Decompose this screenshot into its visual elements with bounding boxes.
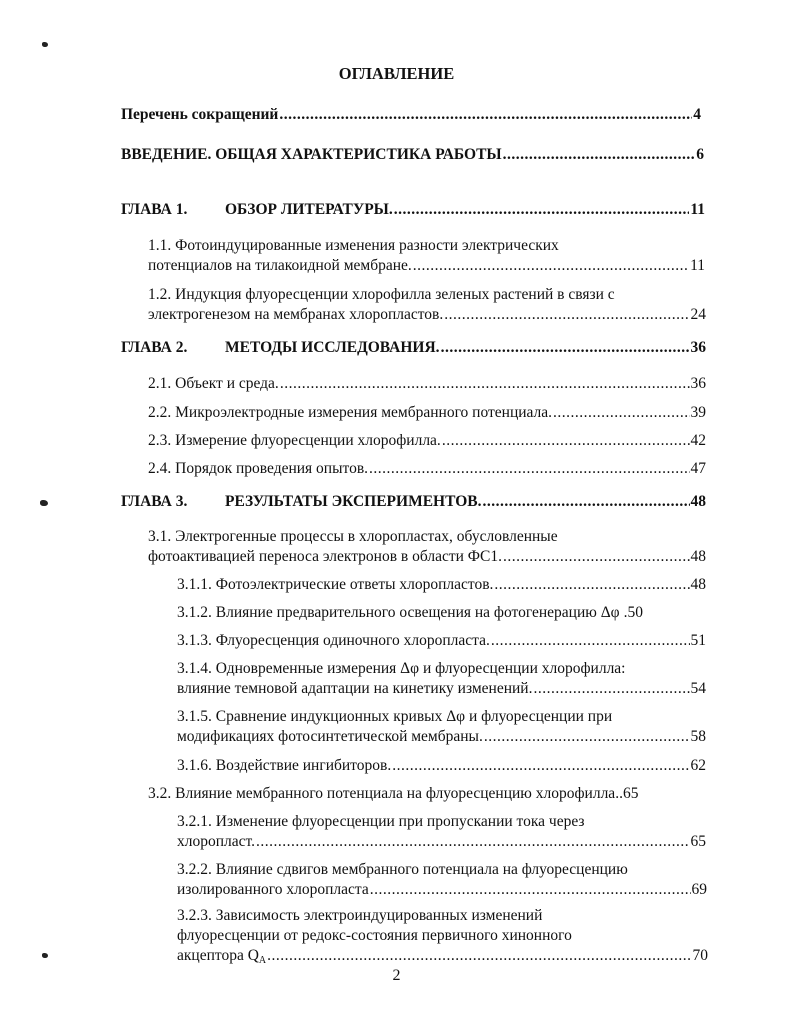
dot-leader [370,880,691,900]
toc-entry-text: 3.1. Электрогенные процессы в хлоропластах, обусловленные [148,528,558,545]
toc-section-2-2[interactable] [148,403,706,423]
toc-section-3-1-4-line1[interactable] [177,659,707,679]
toc-entry-introduction[interactable] [121,145,704,165]
toc-section-3-2-1-line1[interactable] [177,812,707,832]
toc-section-3-1-3[interactable] [177,631,706,651]
dot-leader [267,946,691,966]
toc-page-number: 62 [690,757,706,774]
subscript: A [258,955,267,966]
toc-page-number: 48 [690,548,706,565]
toc-section-3-2-2-line1[interactable] [177,860,707,880]
toc-page-number: 11 [690,201,705,218]
toc-entry-text: потенциалов на тилакоидной мембране. [148,257,412,274]
toc-section-3-2-3-line2[interactable] [177,926,707,946]
toc-page-number: 69 [691,881,707,898]
chapter-title: РЕЗУЛЬТАТЫ ЭКСПЕРИМЕНТОВ. [225,493,482,510]
toc-section-3-2[interactable] [148,784,708,804]
toc-section-3-1[interactable] [148,547,706,567]
toc-section-3-2-1[interactable] [177,832,706,852]
toc-page-number: 4 [693,106,701,123]
dot-leader [491,631,690,651]
toc-chapter-1[interactable] [121,200,705,220]
scan-speck [42,42,48,47]
toc-page-number: 47 [690,460,706,477]
chapter-title: МЕТОДЫ ИССЛЕДОВАНИЯ. [225,339,440,356]
toc-section-1-1[interactable] [148,256,705,276]
toc-page-number: 51 [690,632,706,649]
toc-entry-text: 3.1.6. Воздействие ингибиторов. [177,757,392,774]
dot-leader [369,459,689,479]
toc-entry-text: 2.1. Объект и среда. [148,375,279,392]
toc-entry-text: 3.2.1. Изменение флуоресценции при пропускании тока через [177,813,585,830]
toc-section-3-1-6[interactable] [177,756,706,776]
dot-leader [503,547,690,567]
toc-page-number: 6 [696,146,704,163]
toc-section-2-3[interactable] [148,431,706,451]
toc-entry-text: ВВЕДЕНИЕ. ОБЩАЯ ХАРАКТЕРИСТИКА РАБОТЫ [121,146,502,163]
toc-chapter-2[interactable] [121,338,706,358]
toc-entry-text: влияние темновой адаптации на кинетику изменений. [177,680,533,697]
dot-leader [256,832,689,852]
toc-entry-text: флуоресценции от редокс-состояния первичного хинонного [177,927,572,944]
scan-speck [40,500,48,506]
toc-section-3-2-2[interactable] [177,880,707,900]
toc-entry-text: хлоропласт. [177,833,256,850]
toc-page-number: 58 [690,728,706,745]
toc-entry-text: 3.1.5. Сравнение индукционных кривых Δφ и флуоресценции при [177,708,613,725]
toc-section-3-1-5-line1[interactable] [177,707,707,727]
toc-section-1-1-line1[interactable] [148,236,708,256]
dot-leader [441,338,690,358]
toc-section-3-1-4[interactable] [177,679,706,699]
toc-section-3-2-3-line1[interactable] [177,906,707,926]
dot-leader [413,256,689,276]
toc-section-2-4[interactable] [148,459,706,479]
toc-entry-text: 2.3. Измерение флуоресценции хлорофилла. [148,432,441,449]
toc-page-number: 24 [690,306,706,323]
toc-entry-abbreviations[interactable] [121,105,701,125]
dot-leader [494,575,689,595]
dot-leader [444,305,689,325]
toc-entry-text: модификациях фотосинтетической мембраны. [177,728,483,745]
toc-entry-text: 3.2.2. Влияние сдвигов мембранного потенциала на флуоресценцию [177,861,628,878]
toc-entry-text: 3.2.3. Зависимость электроиндуцированных изменений [177,907,543,924]
toc-section-3-1-5[interactable] [177,727,706,747]
dot-leader [553,403,689,423]
dot-leader [533,679,689,699]
dot-leader [483,492,690,512]
toc-chapter-3[interactable] [121,492,706,512]
toc-entry-text: изолированного хлоропласта [177,881,369,898]
toc-page-number: 11 [690,257,705,274]
toc-entry-text: 3.1.4. Одновременные измерения Δφ и флуоресценции хлорофилла: [177,660,626,677]
chapter-number: ГЛАВА 1. [121,201,188,218]
toc-page-number: .50 [623,604,643,621]
toc-entry-text: акцептора Q [177,947,259,964]
dot-leader [279,105,692,125]
dot-leader [394,200,690,220]
toc-entry-text: 2.2. Микроэлектродные измерения мембранного потенциала. [148,404,553,421]
toc-entry-text: 3.1.2. Влияние предварительного освещения на фотогенерацию Δφ [177,604,620,621]
toc-section-1-2[interactable] [148,305,706,325]
dot-leader [484,727,690,747]
toc-page-number: 54 [690,680,706,697]
toc-page-number: ..65 [615,785,639,802]
toc-page-number: 36 [690,375,706,392]
chapter-title: ОБЗОР ЛИТЕРАТУРЫ. [225,201,393,218]
dot-leader [503,145,696,165]
toc-page-number: 70 [692,947,708,964]
toc-page-number: 42 [690,432,706,449]
toc-page-number: 39 [690,404,706,421]
toc-entry-text: 1.2. Индукция флуоресценции хлорофилла зеленых растений в связи с [148,286,615,303]
toc-page-number: 65 [690,833,706,850]
toc-section-3-2-3[interactable] [177,946,708,966]
page-title: ОГЛАВЛЕНИЕ [338,64,455,83]
toc-entry-text: 1.1. Фотоиндуцированные изменения разности электрических [148,237,559,254]
toc-entry-text: 3.1.3. Флуоресценция одиночного хлоропласта. [177,632,490,649]
toc-entry-text: Перечень сокращений [121,106,279,123]
toc-section-3-1-2[interactable] [177,603,709,623]
toc-page-number: 36 [690,339,706,356]
toc-entry-text: 3.2. Влияние мембранного потенциала на флуоресценцию хлорофилла [148,785,616,802]
dot-leader [280,374,690,394]
toc-entry-text: электрогенезом на мембранах хлоропластов. [148,306,444,323]
toc-section-2-1[interactable] [148,374,706,394]
toc-section-3-1-1[interactable] [177,575,706,595]
toc-page-number: 48 [690,576,706,593]
toc-page-number: 48 [690,493,706,510]
toc-entry-text: 3.1.1. Фотоэлектрические ответы хлоропластов. [177,576,494,593]
chapter-number: ГЛАВА 3. [121,493,188,510]
dot-leader [442,431,690,451]
page-number: 2 [392,967,401,984]
chapter-number: ГЛАВА 2. [121,339,188,356]
toc-section-1-2-line1[interactable] [148,285,718,305]
dot-leader [392,756,689,776]
toc-entry-text: 2.4. Порядок проведения опытов. [148,460,369,477]
scan-speck [42,953,48,958]
toc-section-3-1-line1[interactable] [148,527,708,547]
toc-entry-text: фотоактивацией переноса электронов в области ФС1. [148,548,502,565]
